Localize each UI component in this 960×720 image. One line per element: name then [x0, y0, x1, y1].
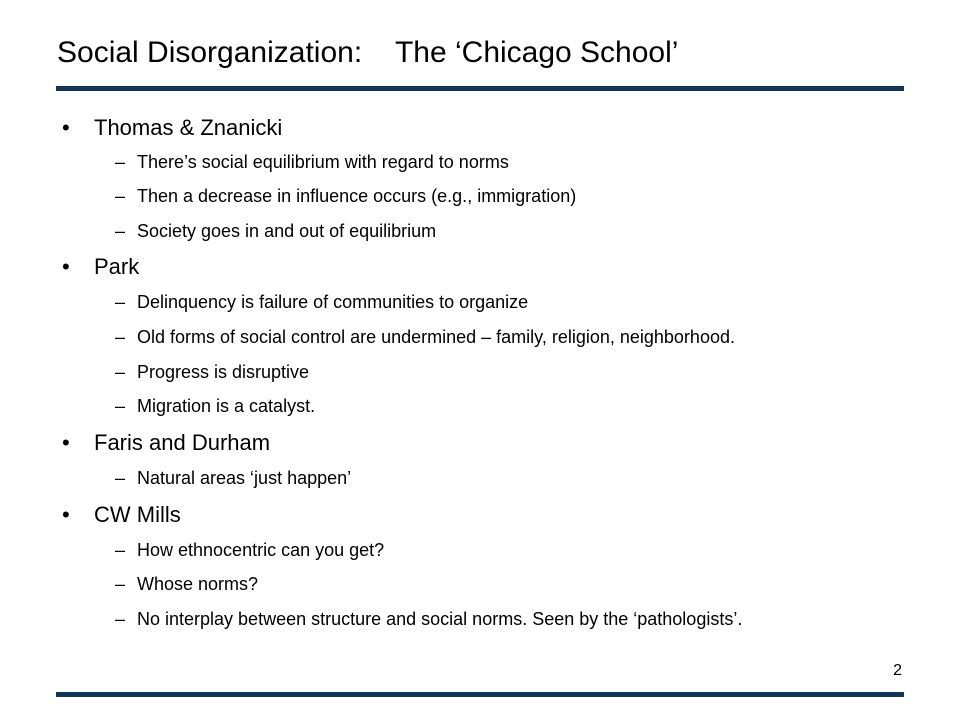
dash-marker: – — [115, 396, 126, 416]
sub-item-text: Old forms of social control are undermined – family, religion, neighborhood. — [137, 327, 735, 347]
sub-item-text: There’s social equilibrium with regard to norms — [137, 152, 509, 172]
dash-marker: – — [115, 540, 126, 560]
dash-marker: – — [115, 609, 126, 629]
sub-item-text: Migration is a catalyst. — [137, 396, 316, 416]
sub-item-text: Whose norms? — [137, 574, 259, 594]
sub-item-text: Then a decrease in influence occurs (e.g., immigration) — [137, 186, 577, 206]
slide-title: Social Disorganization: The ‘Chicago School’ — [57, 36, 679, 69]
title-divider — [56, 86, 904, 91]
dash-marker: – — [115, 468, 126, 488]
sub-item-text: Society goes in and out of equilibrium — [137, 221, 437, 241]
sub-item-text: Natural areas ‘just happen’ — [137, 468, 352, 488]
sub-item-text: How ethnocentric can you get? — [137, 540, 385, 560]
dash-marker: – — [115, 221, 126, 241]
dash-marker: – — [115, 186, 126, 206]
bullet-marker: • — [62, 502, 70, 527]
page-number: 2 — [893, 662, 902, 679]
dash-marker: – — [115, 327, 126, 347]
section-heading-text: Thomas & Znanicki — [94, 115, 283, 140]
section-heading-text: Park — [94, 254, 140, 279]
dash-marker: – — [115, 362, 126, 382]
sub-item-text: Progress is disruptive — [137, 362, 310, 382]
footer-divider — [56, 692, 904, 697]
sub-item-text: Delinquency is failure of communities to organize — [137, 292, 529, 312]
sub-item-text: No interplay between structure and social norms. Seen by the ‘pathologists’. — [137, 609, 743, 629]
dash-marker: – — [115, 152, 126, 172]
bullet-marker: • — [62, 430, 70, 455]
section-heading-text: CW Mills — [94, 502, 181, 527]
section-heading-text: Faris and Durham — [94, 430, 271, 455]
bullet-marker: • — [62, 254, 70, 279]
bullet-marker: • — [62, 115, 70, 140]
dash-marker: – — [115, 574, 126, 594]
dash-marker: – — [115, 292, 126, 312]
